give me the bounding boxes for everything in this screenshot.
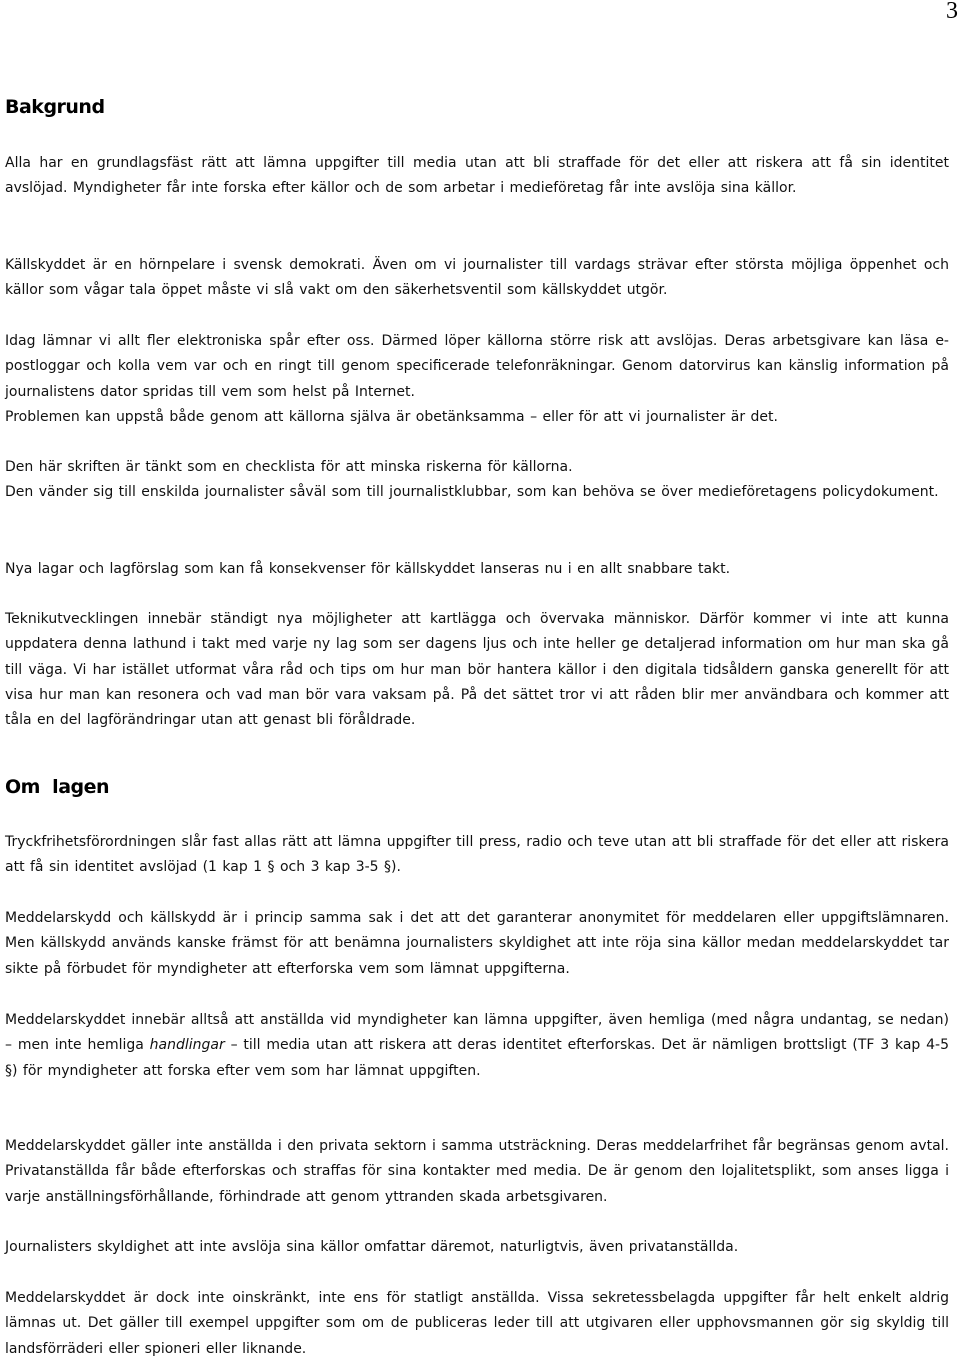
paragraph: Alla har en grundlagsfäst rätt att lämna uppgifter till media utan att bli straffade för det eller att riskera att få sin identitet avslöjad. Myndigheter får inte forska efter källor och de som arbetar i medieföretag får inte avslöja sina källor. bbox=[5, 155, 949, 197]
page-number: 3 bbox=[946, 0, 958, 24]
paragraph: Problemen kan uppstå både genom att källorna själva är obetänksamma – eller för att vi journalister är det. bbox=[5, 409, 778, 425]
paragraph-text: Meddelarskyddet innebär alltså att anställda vid myndigheter kan lämna uppgifter, även hemliga (med några undantag, se nedan) – men inte hemliga bbox=[5, 1012, 949, 1054]
paragraph: Journalisters skyldighet att inte avslöja sina källor omfattar däremot, naturligtvis, även privatanställda. bbox=[5, 1239, 739, 1255]
paragraph-text: – till media utan att riskera att deras identitet efterforskas. Det är nämligen brottsligt (TF 3 kap 4-5 §) för myndigheter att forska efter vem som har lämnat uppgiften. bbox=[5, 1037, 949, 1079]
paragraph: Meddelarskydd och källskydd är i princip samma sak i det att det garanterar anonymitet för meddelaren eller uppgiftslämnaren. Men källskydd används kanske främst för att benämna journalisters skyldighet att inte röja sina källor medan meddelarskyddet tar sikte på förbudet för myndigheter att efterforska vem som lämnat uppgifterna. bbox=[5, 910, 949, 977]
paragraph: Den vänder sig till enskilda journalister såväl som till journalistklubbar, som kan behöva se över medieföretagens policydokument. bbox=[5, 484, 939, 500]
paragraph: Idag lämnar vi allt fler elektroniska spår efter oss. Därmed löper källorna större risk att avslöjas. Deras arbetsgivare kan läsa e-postloggar och kolla vem var och en ringt till genom specificerade telefonräkningar. Genom datorvirus kan känslig information på journalistens dator spridas till vem som helst på Internet. bbox=[5, 333, 949, 400]
paragraph: Tryckfrihetsförordningen slår fast allas rätt att lämna uppgifter till press, radio och teve utan att bli straffade för det eller att riskera att få sin identitet avslöjad (1 kap 1 § och 3 kap 3-5 §). bbox=[5, 834, 949, 876]
heading-om-lagen: Om lagen bbox=[5, 776, 110, 798]
paragraph: Meddelarskyddet är dock inte oinskränkt, inte ens för statligt anställda. Vissa sekretessbelagda uppgifter får helt enkelt aldrig lämnas ut. Det gäller till exempel uppgifter som om de publiceras leder till att utgivaren eller upphovsmannen gör sig skyldig till landsförräderi eller spioneri eller liknande. bbox=[5, 1290, 949, 1357]
paragraph: Källskyddet är en hörnpelare i svensk demokrati. Även om vi journalister till vardags strävar efter största möjliga öppenhet och källor som vågar tala öppet måste vi slå vakt om den säkerhetsventil som källskyddet utgör. bbox=[5, 257, 949, 299]
paragraph: Den här skriften är tänkt som en checklista för att minska riskerna för källorna. bbox=[5, 459, 573, 475]
heading-bakgrund: Bakgrund bbox=[5, 96, 105, 118]
emphasis-text: handlingar bbox=[149, 1037, 225, 1054]
paragraph: Meddelarskyddet gäller inte anställda i den privata sektorn i samma utsträckning. Deras meddelarfrihet får begränsas genom avtal. Privatanställda får både efterforskas och straffas för sina kontakter med media. De är genom den lojalitetsplikt, som anses ligga i varje anställningsförhållande, förhindrade att genom yttranden skada arbetsgivaren. bbox=[5, 1138, 949, 1205]
paragraph bbox=[5, 1008, 949, 1084]
paragraph: Nya lagar och lagförslag som kan få konsekvenser för källskyddet lanseras nu i en allt snabbare takt. bbox=[5, 561, 731, 577]
paragraph: Teknikutvecklingen innebär ständigt nya möjligheter att kartlägga och övervaka människor. Därför kommer vi inte att kunna uppdatera denna lathund i takt med varje ny lag som ser dagens ljus och inte heller ge detaljerad information om hur man ska gå till väga. Vi har istället utformat våra råd och tips om hur man bör hantera källor i den digitala tidsåldern ganska generellt för att visa hur man kan resonera och vad man bör vara vaksam på. På det sättet tror vi att råden blir mer användbara och kommer att tåla en del lagförändringar utan att genast bli föråldrade. bbox=[5, 611, 949, 729]
